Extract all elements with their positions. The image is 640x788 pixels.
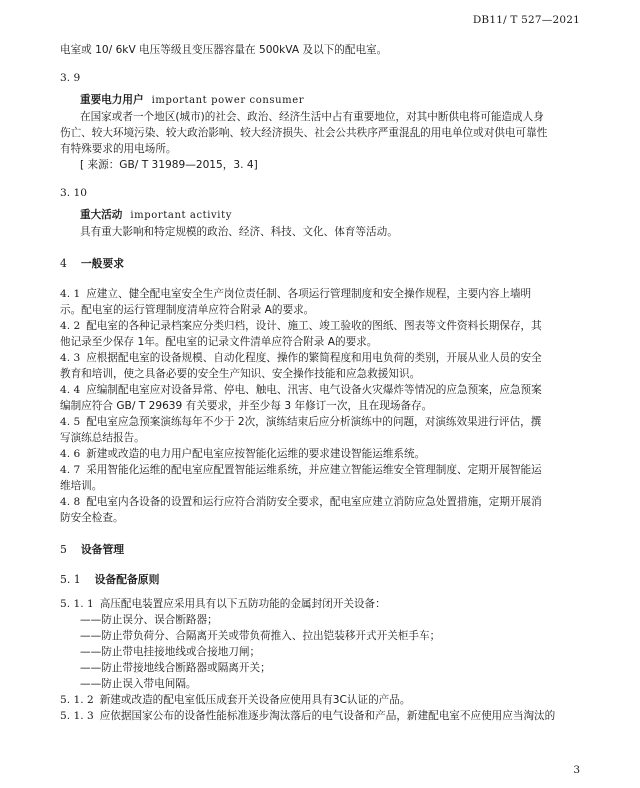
clause-text: 应依据国家公布的设备性能标准逐步淘汰落后的电气设备和产品，新建配电室不应使用应当淘汰的 <box>99 710 556 722</box>
clause-4-5 <box>60 414 582 446</box>
clause-text-cont: 写演练总结报告。 <box>60 432 145 444</box>
clause-text: 配电室应急预案演练每年不少于 2次，演练结束后应分析演练中的问题，对演练效果进行评估，撰 <box>86 416 542 428</box>
clause-4-7 <box>60 462 582 494</box>
clause-text: 新建或改造的配电室低压成套开关设备应使用具有3C认证的产品。 <box>99 694 411 706</box>
section-number: 5 <box>60 543 67 556</box>
document-body <box>60 42 582 724</box>
clause-number: 4. 6 <box>60 448 81 460</box>
clause-4-4 <box>60 382 582 414</box>
clause-number: 4. 8 <box>60 496 81 508</box>
term-cn: 重要电力用户 <box>80 94 144 106</box>
clause-number: 4. 1 <box>60 288 81 300</box>
clause-number: 4. 2 <box>60 320 81 332</box>
clause-number: 4. 4 <box>60 384 81 396</box>
clause-4-3 <box>60 350 582 382</box>
doc-number-header: DB11/ T 527—2021 <box>472 14 580 26</box>
clause-number: 4. 3 <box>60 352 81 364</box>
term-cn: 重大活动 <box>80 209 123 221</box>
clause-text-cont: 防安全检查。 <box>60 512 124 524</box>
clause-text: 应建立、健全配电室安全生产岗位责任制、各项运行管理制度和安全操作规程，主要内容上墙明 <box>86 288 532 300</box>
clause-4-6 <box>60 446 582 462</box>
definition-3-9-line3: 有特殊要求的用电场所。 <box>60 143 177 155</box>
page-number: 3 <box>573 764 580 776</box>
section-title: 一般要求 <box>80 257 125 270</box>
definition-3-9-line2: 伤亡、较大环境污染、较大政治影响、较大经济损失、社会公共秩序严重混乱的用电单位或对供电可靠性 <box>60 127 548 139</box>
term-en: important power consumer <box>151 95 305 106</box>
clause-text: 应编制配电室应对设备异常、停电、触电、汛害、电气设备火灾爆炸等情况的应急预案，应急预案 <box>86 384 542 396</box>
subsection-number: 5. 1 <box>60 573 81 586</box>
clause-text: 采用智能化运维的配电室应配置智能运维系统，并应建立智能运维安全管理制度、定期开展智能运 <box>86 464 542 476</box>
clause-number: 4. 7 <box>60 464 81 476</box>
section-heading-5 <box>60 542 582 558</box>
subsection-heading-5-1 <box>60 572 582 588</box>
clause-number-3-9: 3. 9 <box>60 72 81 84</box>
clause-number: 5. 1. 1 <box>60 598 94 610</box>
dash-item: ——防止带负荷分、合隔离开关或带负荷推入、拉出铠装移开式开关柜手车； <box>80 630 441 642</box>
clause-text: 新建或改造的电力用户配电室应按智能化运维的要求建设智能运维系统。 <box>86 448 426 460</box>
intro-line: 电室或 10/ 6kV 电压等级且变压器容量在 500kVA 及以下的配电室。 <box>60 44 388 56</box>
clause-number-3-10: 3. 10 <box>60 187 87 199</box>
section-title: 设备管理 <box>80 543 125 556</box>
clause-number: 4. 5 <box>60 416 81 428</box>
dash-item: ——防止带电挂接地线或合接地刀闸； <box>80 646 261 658</box>
section-heading-4 <box>60 256 582 272</box>
clause-text: 应根据配电室的设备规模、自动化程度、操作的繁简程度和用电负荷的类别，开展从业人员的安全 <box>86 352 542 364</box>
clause-4-1 <box>60 286 582 318</box>
term-3-9 <box>60 92 582 109</box>
clause-5-1-3 <box>60 708 582 724</box>
clause-text-cont: 示。配电室的运行管理制度清单应符合附录 A的要求。 <box>60 304 315 316</box>
clause-text: 高压配电装置应采用具有以下五防功能的金属封闭开关设备： <box>99 598 386 610</box>
dash-item: ——防止误入带电间隔。 <box>80 678 197 690</box>
definition-3-9-line1: 在国家或者一个地区(城市)的社会、政治、经济生活中占有重要地位，对其中断供电将可能造成人身 <box>80 111 544 123</box>
definition-3-10: 具有重大影响和特定规模的政治、经济、科技、文化、体育等活动。 <box>80 226 398 238</box>
clause-number: 5. 1. 2 <box>60 694 94 706</box>
clause-text-cont: 编制应符合 GB/ T 29639 有关要求，并至少每 3 年修订一次，且在现场备存。 <box>60 400 433 412</box>
dash-item: ——防止带接地线合断路器或隔离开关； <box>80 662 271 674</box>
term-en: important activity <box>130 210 232 221</box>
clause-text-cont: 教育和培训，使之具备必要的安全生产知识、安全操作技能和应急救援知识。 <box>60 368 421 380</box>
source-3-9: [ 来源：GB/ T 31989—2015，3. 4] <box>80 159 258 171</box>
term-3-10 <box>60 207 582 224</box>
dash-item: ——防止误分、误合断路器； <box>80 614 218 626</box>
clause-4-8 <box>60 494 582 526</box>
section-number: 4 <box>60 257 67 270</box>
clause-text: 配电室内各设备的设置和运行应符合消防安全要求，配电室应建立消防应急处置措施，定期开展消 <box>86 496 542 508</box>
clause-number: 5. 1. 3 <box>60 710 94 722</box>
clause-5-1-1 <box>60 596 582 612</box>
clause-4-2 <box>60 318 582 350</box>
subsection-title: 设备配备原则 <box>94 573 160 586</box>
clause-text-cont: 维培训。 <box>60 480 103 492</box>
clause-text-cont: 他记录至少保存 1年。配电室的记录文件清单应符合附录 A的要求。 <box>60 336 378 348</box>
clause-text: 配电室的各种记录档案应分类归档，设计、施工、竣工验收的图纸、图表等文件资料长期保存，其 <box>86 320 542 332</box>
clause-5-1-2 <box>60 692 582 708</box>
